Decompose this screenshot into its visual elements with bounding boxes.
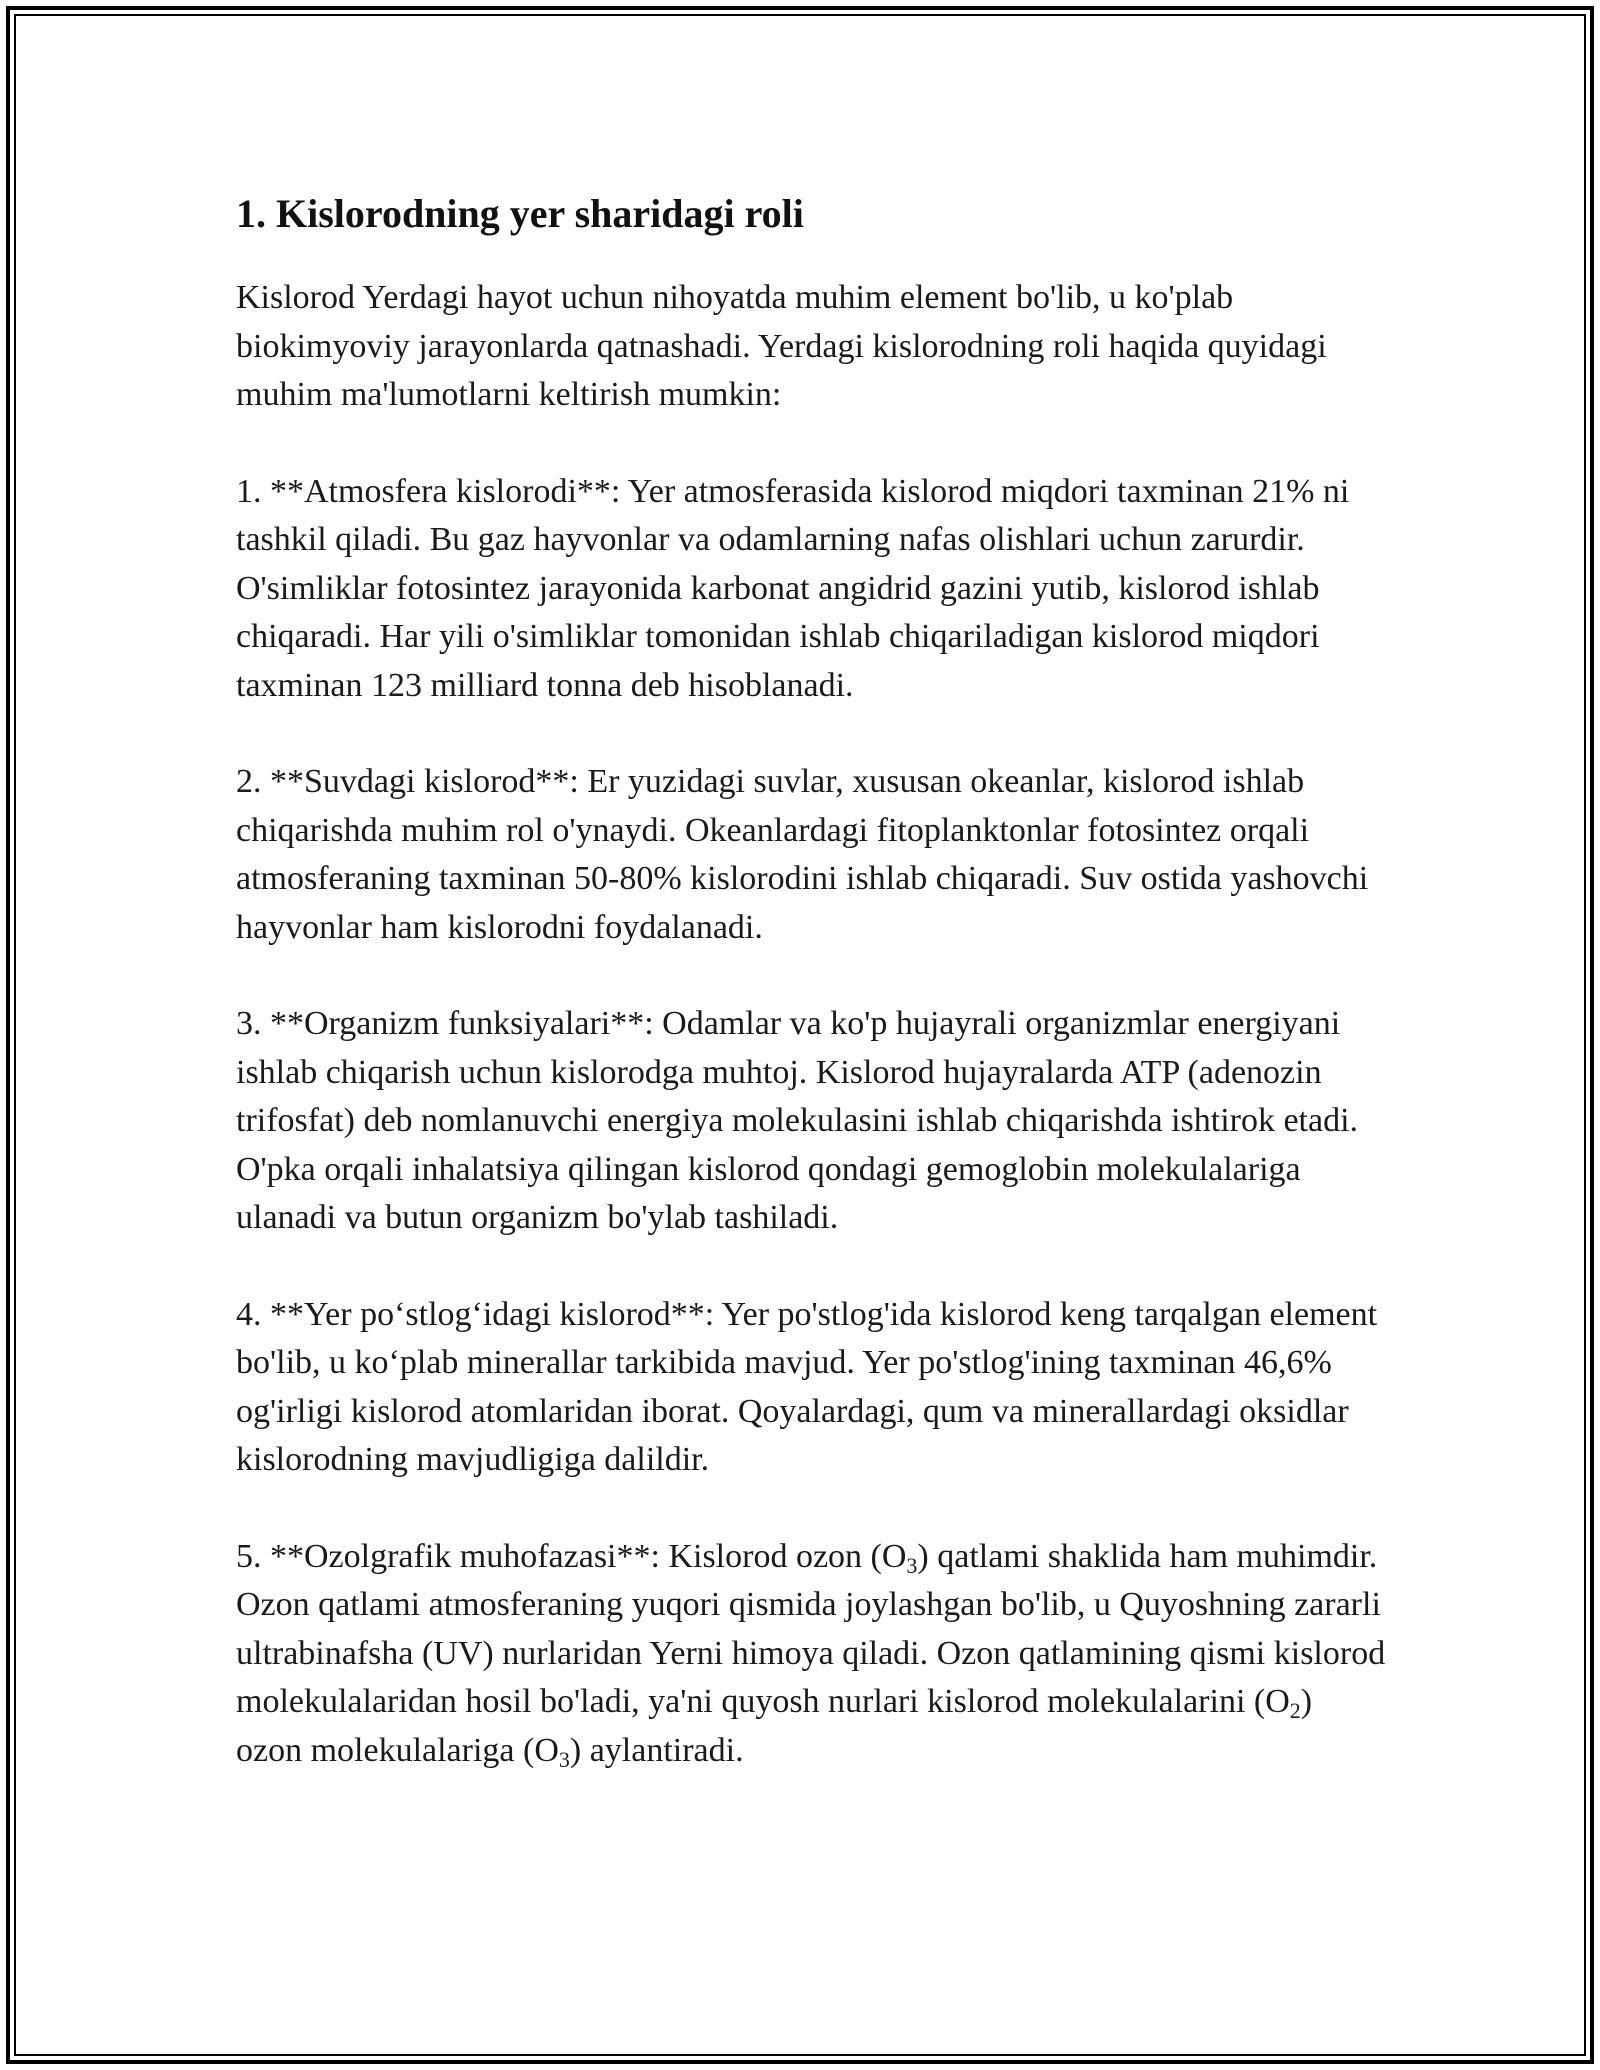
subscript-3: 3 — [906, 1552, 918, 1578]
list-item-ozone — [236, 1533, 1386, 1776]
list-item-water: 2. **Suvdagi kislorod**: Er yuzidagi suvlar, xususan okeanlar, kislorod ishlab chiqarishda muhim rol o'ynaydi. Okeanlardagi fitoplanktonlar fotosintez orqali atmosferaning taxminan 50-80% kislorodini ishlab chiqaradi. Suv ostida yashovchi hayvonlar ham kislorodni foydalanadi. — [236, 763, 1369, 946]
ozone-text-part2: ) qatlami shaklida ham muhimdir. Ozon qatlami atmosferaning yuqori qismida joylashgan bo'lib, u Quyoshning zararli ultrabinafsha (UV) nurlaridan Yerni himoya qiladi. Ozon qatlamining qismi kislorod molekulalaridan hosil bo'ladi, ya'ni quyosh nurlari kislorod molekulalarini (O — [236, 1537, 1386, 1720]
subscript-3: 3 — [558, 1746, 570, 1772]
section-heading: 1. Kislorodning yer sharidagi roli — [236, 191, 804, 236]
ozone-text-part1: 5. **Ozolgrafik muhofazasi**: Kislorod ozon (O — [236, 1537, 907, 1575]
ozone-text-part4: ) aylantiradi. — [569, 1731, 744, 1769]
ozone-text-part3: ) ozon molekulalariga (O — [236, 1683, 1313, 1769]
list-item-atmosphere: 1. **Atmosfera kislorodi**: Yer atmosferasida kislorod miqdori taxminan 21% ni tashkil qiladi. Bu gaz hayvonlar va odamlarning nafas olishlari uchun zarurdir. O'simliklar fotosintez jarayonida karbonat angidrid gazini yutib, kislorod ishlab chiqaradi. Har yili o'simliklar tomonidan ishlab chiqariladigan kislorod miqdori taxminan 123 milliard tonna deb hisoblanadi. — [236, 472, 1350, 704]
list-item-organism: 3. **Organizm funksiyalari**: Odamlar va ko'p hujayrali organizmlar energiyani ishlab chiqarish uchun kislorodga muhtoj. Kislorod hujayralarda ATP (adenozin trifosfat) deb nomlanuvchi energiya molekulasini ishlab chiqarishda ishtirok etadi. O'pka orqali inhalatsiya qilingan kislorod qondagi gemoglobin molekulalariga ulanadi va butun organizm bo'ylab tashiladi. — [236, 1005, 1359, 1236]
intro-paragraph: Kislorod Yerdagi hayot uchun nihoyatda muhim element bo'lib, u ko'plab biokimyoviy jarayonlarda qatnashadi. Yerdagi kislorodning roli haqida quyidagi muhim ma'lumotlarni keltirish mumkin: — [236, 279, 1327, 413]
list-item-crust: 4. **Yer po‘stlog‘idagi kislorod**: Yer po'stlog'ida kislorod keng tarqalgan element bo'lib, u ko‘plab minerallar tarkibida mavjud. Yer po'stlog'ining taxminan 46,6% og'irligi kislorod atomlaridan iborat. Qoyalardagi, qum va minerallardagi oksidlar kislorodning mavjudligiga dalildir. — [236, 1295, 1378, 1478]
subscript-2: 2 — [1289, 1698, 1301, 1723]
document-body — [236, 188, 1386, 1823]
